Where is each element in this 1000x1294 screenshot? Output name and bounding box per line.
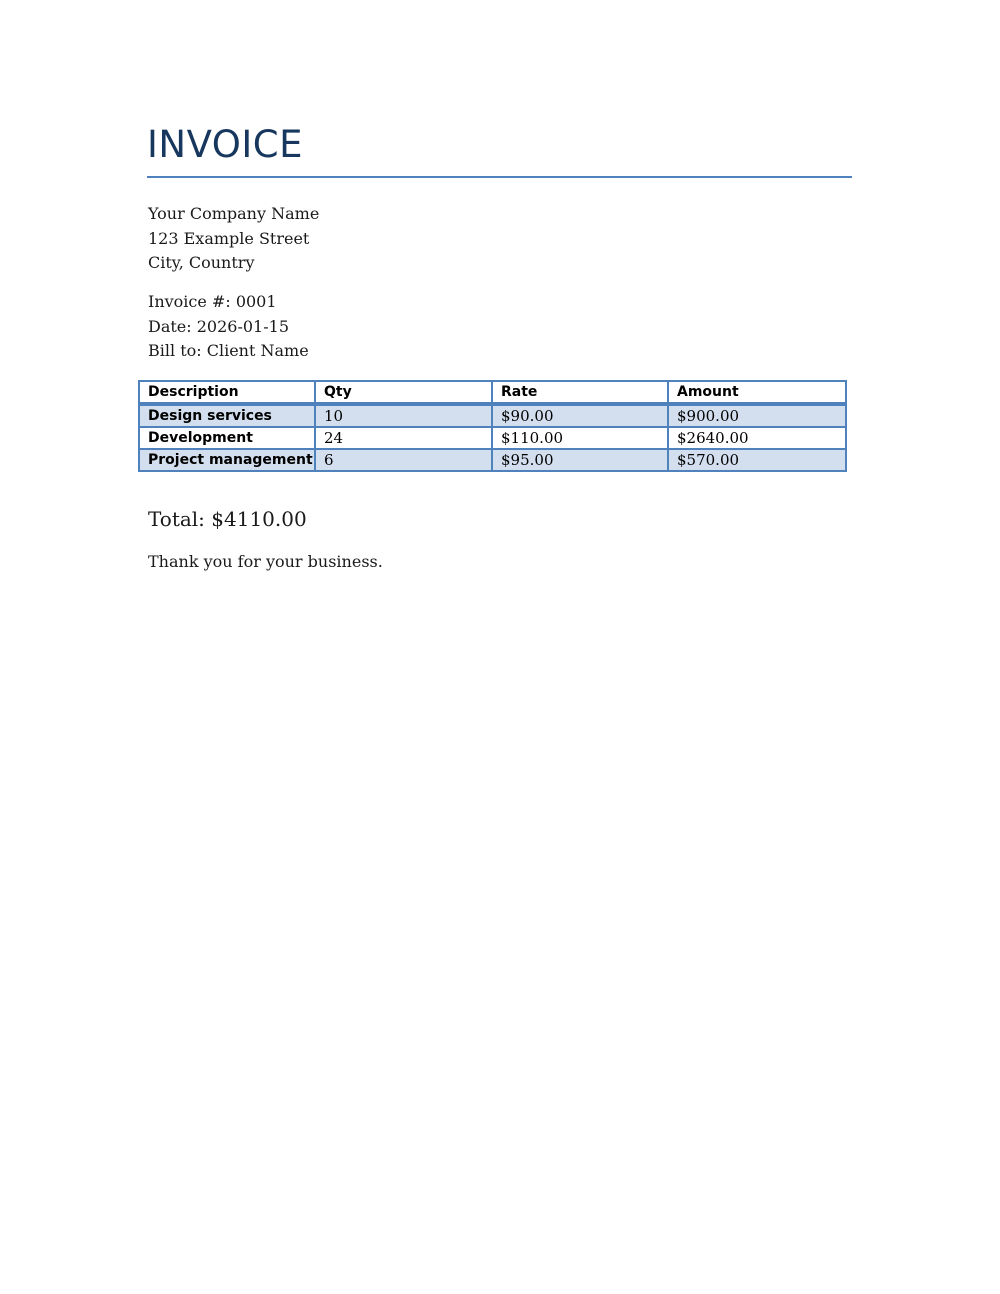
cell-qty: 24 bbox=[315, 427, 492, 449]
table-row bbox=[139, 449, 846, 471]
table-row bbox=[139, 427, 846, 449]
column-header-description: Description bbox=[139, 381, 315, 404]
invoice-meta-block bbox=[148, 290, 309, 364]
invoice-date: Date: 2026-01-15 bbox=[148, 316, 289, 336]
cell-amount: $570.00 bbox=[668, 449, 846, 471]
invoice-title: INVOICE bbox=[147, 123, 303, 166]
company-street: 123 Example Street bbox=[148, 228, 310, 248]
cell-qty: 10 bbox=[315, 404, 492, 427]
table-header-row bbox=[139, 381, 846, 404]
company-name: Your Company Name bbox=[148, 204, 320, 223]
cell-amount: $2640.00 bbox=[668, 427, 846, 449]
invoice-number: Invoice #: 0001 bbox=[148, 292, 277, 311]
bill-to: Bill to: Client Name bbox=[148, 341, 309, 360]
company-address-block bbox=[148, 202, 319, 276]
column-header-amount: Amount bbox=[668, 381, 846, 404]
line-items-table bbox=[138, 380, 847, 472]
invoice-total: Total: $4110.00 bbox=[148, 507, 307, 531]
cell-qty: 6 bbox=[315, 449, 492, 471]
title-divider bbox=[147, 176, 852, 178]
cell-description: Project management bbox=[139, 449, 315, 471]
table-row bbox=[139, 404, 846, 427]
closing-note: Thank you for your business. bbox=[148, 552, 383, 571]
cell-rate: $95.00 bbox=[492, 449, 668, 471]
cell-description: Design services bbox=[139, 404, 315, 427]
cell-rate: $90.00 bbox=[492, 404, 668, 427]
cell-description: Development bbox=[139, 427, 315, 449]
column-header-qty: Qty bbox=[315, 381, 492, 404]
company-city: City, Country bbox=[148, 253, 255, 272]
cell-amount: $900.00 bbox=[668, 404, 846, 427]
cell-rate: $110.00 bbox=[492, 427, 668, 449]
column-header-rate: Rate bbox=[492, 381, 668, 404]
